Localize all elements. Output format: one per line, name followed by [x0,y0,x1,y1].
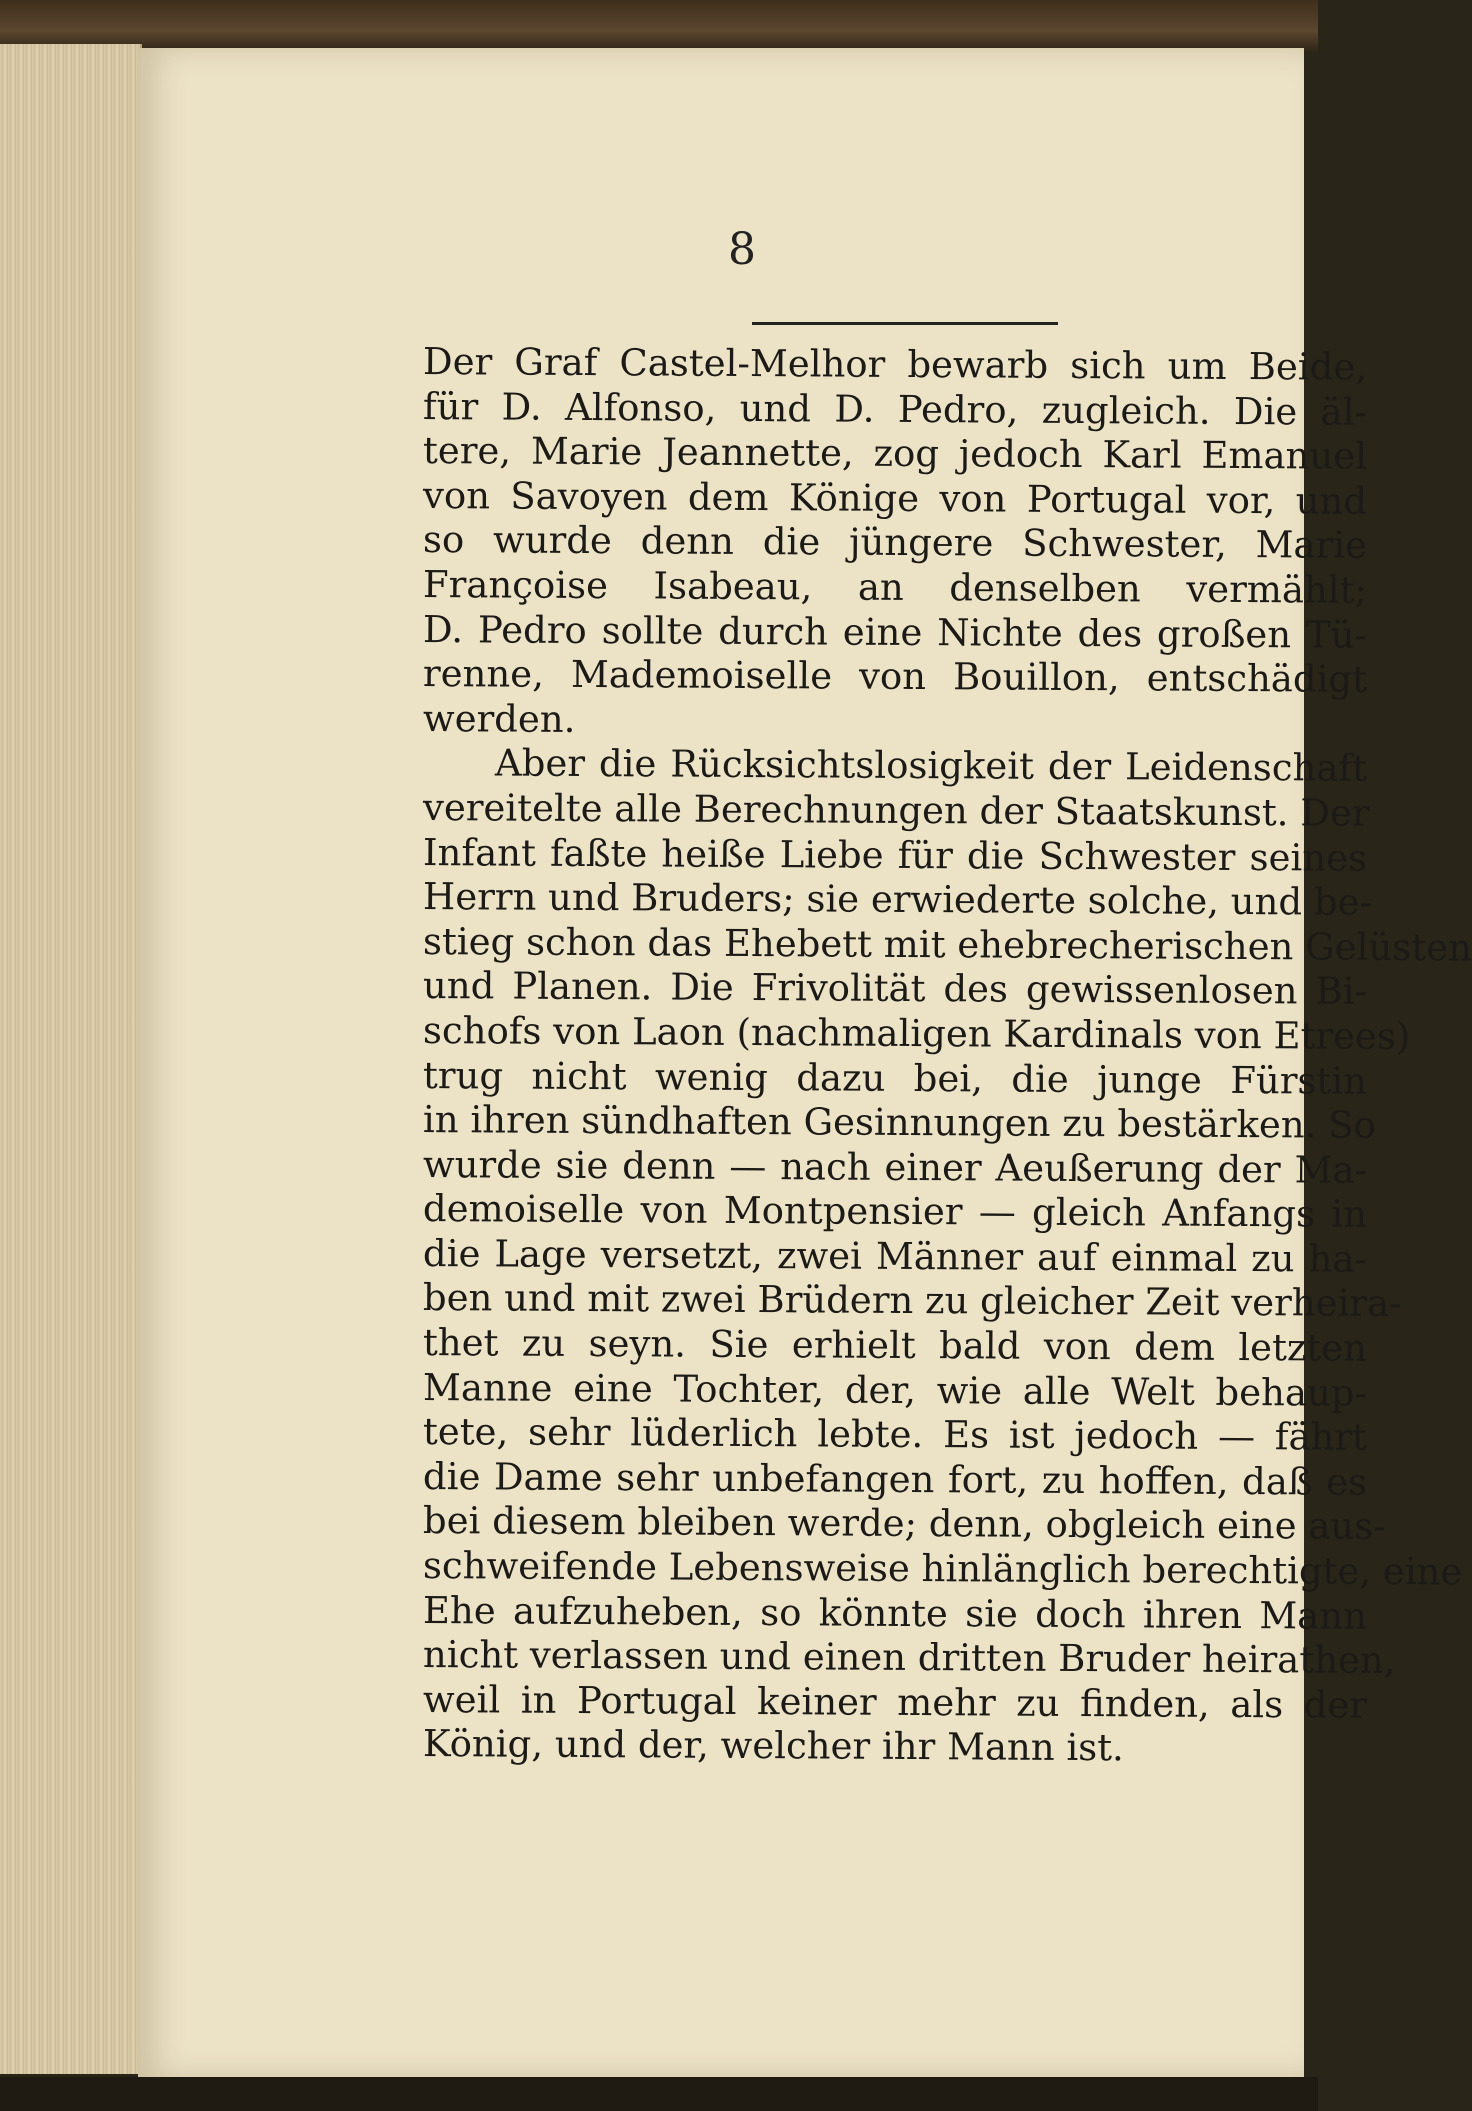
text-line: für D. Alfonso, und D. Pedro, zugleich. Die äl- [422,384,1368,434]
text-line: Herrn und Bruders; sie erwiederte solche, und be- [422,875,1373,924]
text-line: weil in Portugal keiner mehr zu finden, als der [422,1677,1368,1727]
text-line: nicht verlassen und einen dritten Bruder heirathen, [422,1633,1396,1683]
text-line: werden. [422,696,576,741]
text-line: demoiselle von Montpensier — gleich Anfangs in [422,1187,1368,1237]
page-number: 8 [728,224,756,275]
text-line: Ehe aufzuheben, so könnte sie doch ihren Mann [422,1588,1368,1638]
text-line: D. Pedro sollte durch eine Nichte des großen Tü- [422,607,1368,657]
text-line: die Dame sehr unbefangen fort, zu hoffen, daß es [422,1454,1368,1504]
text-line: schofs von Laon (nachmaligen Kardinals von Etrees) [422,1008,1411,1058]
book-page [138,48,1472,2078]
text-line: Manne eine Tochter, der, wie alle Welt behaup- [422,1365,1368,1415]
text-line: thet zu seyn. Sie erhielt bald von dem letzten [422,1321,1368,1370]
paragraph-1 [423,340,1367,741]
text-line: von Savoyen dem Könige von Portugal vor, und [422,473,1368,523]
text-line: König, und der, welcher ihr Mann ist. [422,1722,1124,1770]
text-line: wurde sie denn — nach einer Aeußerung der Ma- [422,1142,1368,1192]
book-top-edge [0,0,1318,52]
text-line: so wurde denn die jüngere Schwester, Marie [422,518,1368,568]
paragraph-2 [422,741,1472,1770]
header-rule [752,322,1058,325]
book-bottom-edge [0,2077,1318,2111]
text-line: tete, sehr lüderlich lebte. Es ist jedoch — fährt [422,1410,1368,1460]
text-line: bei diesem bleiben werde; denn, obgleich eine aus- [422,1499,1386,1549]
text-line: Françoise Isabeau, an denselben vermählt; [422,562,1368,612]
text-line: vereitelte alle Berechnungen der Staatskunst. Der [422,785,1370,835]
text-line: Der Graf Castel-Melhor bewarb sich um Beide, [422,340,1368,389]
page-stack-edge [0,44,142,2074]
text-line: renne, Mademoiselle von Bouillon, entschädigt [422,652,1368,701]
text-line: stieg schon das Ehebett mit ehebrecherischen Gelüsten [422,919,1472,970]
text-line: Infant faßte heiße Liebe für die Schwester seines [422,830,1368,880]
text-line: in ihren sündhaften Gesinnungen zu bestärken. So [422,1098,1376,1147]
text-line: tere, Marie Jeannette, zog jedoch Karl Emanuel [422,429,1368,478]
text-block [422,340,1472,1770]
text-line: und Planen. Die Frivolität des gewissenlosen Bi- [422,964,1368,1014]
text-line: ben und mit zwei Brüdern zu gleicher Zeit verheira- [422,1276,1402,1326]
text-line: die Lage versetzt, zwei Männer auf einmal zu ha- [422,1231,1368,1281]
text-line: trug nicht wenig dazu bei, die junge Fürstin [422,1053,1368,1103]
text-line: Aber die Rücksichtslosigkeit der Leidenschaft [494,741,1368,791]
text-line: schweifende Lebensweise hinlänglich berechtigte, eine [422,1544,1463,1594]
